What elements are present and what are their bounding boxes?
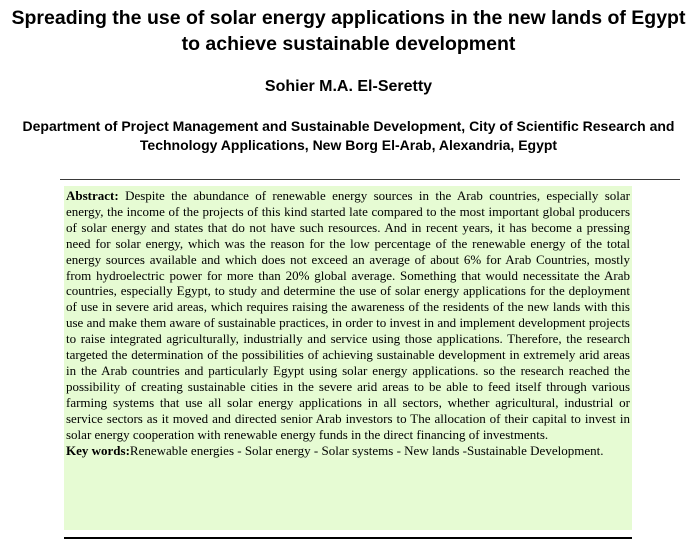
abstract-text: Despite the abundance of renewable energy sources in the Arab countries, especially solar energy, the income of the projects of this kind started late compared to the most important global producers of solar energy and states that do not have such resources. And in recent years, it has become a pressing need for solar energy, which was the reason for the low percentage of the renewable energy of the total energy sources available and which does not exceed an average of about 6% for Arab Countries, mostly from hydroelectric power for more than 20% global average. Something that would necessitate the Arab countries, especially Egypt, to study and determine the use of solar energy applications for the deployment of use in severe arid areas, which requires raising the awareness of the residents of the new lands with this use and make them aware of sustainable practices, in order to invest in and implement development projects to raise integrated agriculturally, industrially and service using those applications. Therefore, the research targeted the determination of the possibilities of achieving sustainable development in extremely arid areas in the Arab countries and particularly Egypt using solar energy applications. so the research reached the possibility of creating sustainable cities in the severe arid areas to be able to feed itself through various farming systems that use all solar energy applications in all sectors, whether agricultural, industrial or service sectors as it moved and directed senior Arab investors to The allocation of their capital to invest in solar energy cooperation with renewable energy funds in the direct financing of investments. (66, 188, 631, 442)
keywords-label: Key words: (66, 442, 130, 458)
author-affiliation: Department of Project Management and Sustainable Development, City of Scientific Research and Technology Applications, New Borg El-Arab, Alexandria, Egypt (22, 118, 675, 153)
paper-title: Spreading the use of solar energy applications in the new lands of Egypt to achieve sustainable development (11, 7, 686, 55)
keywords-paragraph (66, 443, 630, 459)
keywords-text: Renewable energies - Solar energy - Solar systems - New lands -Sustainable Development. (129, 442, 604, 458)
author-name: Sohier M.A. El-Seretty (264, 78, 433, 95)
abstract-label: Abstract: (66, 188, 119, 203)
abstract-bottom-divider (64, 537, 632, 539)
abstract-box (64, 186, 632, 530)
abstract-paragraph (66, 188, 630, 443)
header-divider (60, 179, 680, 180)
